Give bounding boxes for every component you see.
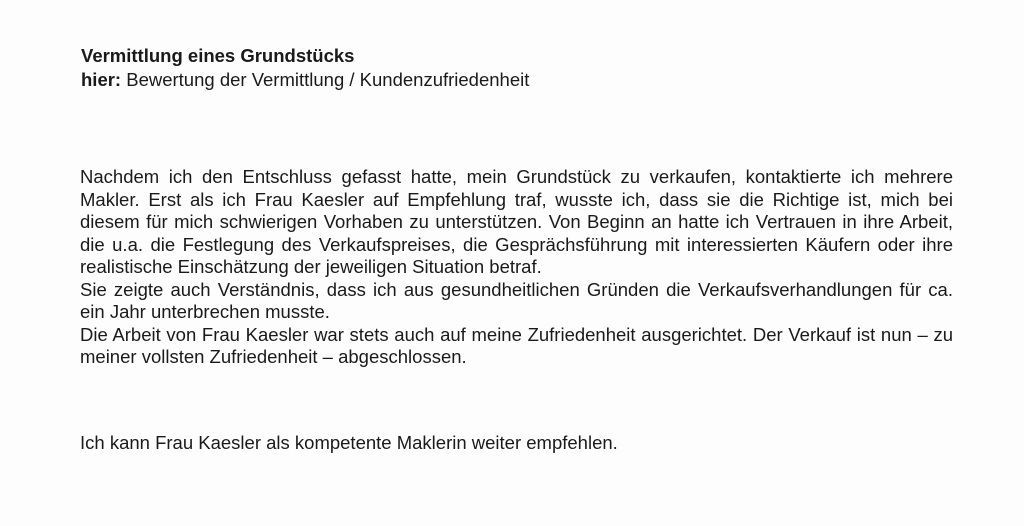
letter-subject: Vermittlung eines Grundstücks	[81, 45, 355, 66]
body-paragraph-2: Sie zeigte auch Verständnis, dass ich aus gesundheitlichen Gründen die Verkaufsverhandlungen für ca. ein Jahr unterbrechen musste.	[80, 278, 953, 322]
letter-body	[80, 166, 953, 369]
regarding-text: Bewertung der Vermittlung / Kundenzufriedenheit	[121, 69, 530, 90]
body-paragraph-3: Die Arbeit von Frau Kaesler war stets auch auf meine Zufriedenheit ausgerichtet. Der Verkauf ist nun – zu meiner vollsten Zufriedenheit – abgeschlossen.	[80, 323, 953, 367]
regarding-label: hier:	[81, 69, 122, 90]
body-paragraph-1: Nachdem ich den Entschluss gefasst hatte, mein Grundstück zu verkaufen, kontaktierte ich mehrere Makler. Erst als ich Frau Kaesler auf Empfehlung traf, wusste ich, dass sie die Richtige ist, mich bei diesem für mich schwierigen Vorhaben zu unterstützen. Von Beginn an hatte ich Vertrauen in ihre Arbeit, die u.a. die Festlegung des Verkaufspreises, die Gesprächsführung mit interessierten Käufern oder ihre realistische Einschätzung der jeweiligen Situation betraf.	[80, 166, 953, 277]
letter-header	[81, 44, 529, 92]
letter-closing: Ich kann Frau Kaesler als kompetente Maklerin weiter empfehlen.	[80, 432, 618, 453]
letter-regarding	[81, 69, 529, 90]
